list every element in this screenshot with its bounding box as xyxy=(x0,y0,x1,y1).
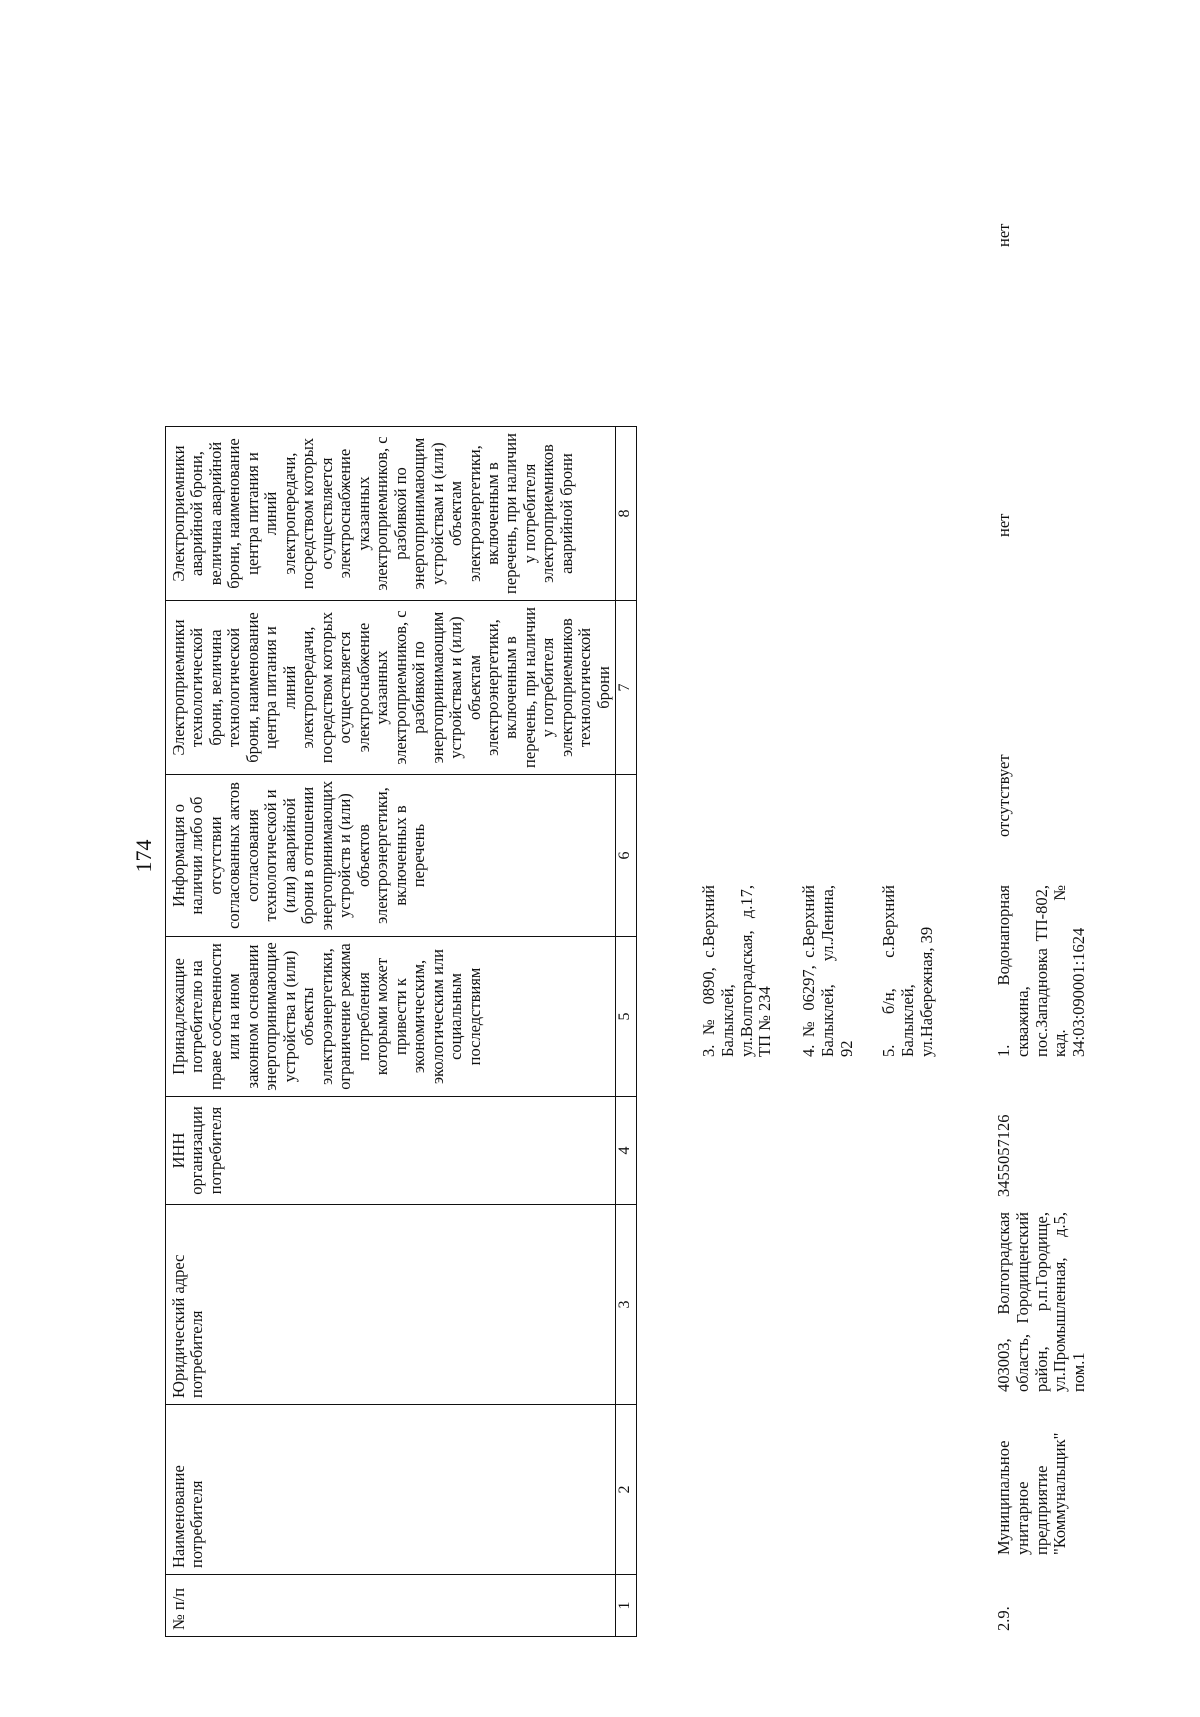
entry-emergency-reserve: нет xyxy=(994,223,1013,247)
continuation-object-3: 3. № 0890, с.Верхний Балыклей, ул.Волгоградская, д.17, ТП № 234 xyxy=(699,885,775,1057)
consumers-table xyxy=(165,426,637,1637)
entry-consumer-name: Муниципальное унитарное предприятие "Коммунальщик" xyxy=(994,1432,1070,1555)
entry-legal-address: 403003, Волгоградская область, Городищенский район, р.п.Городище, ул.Промышленная, д.5, пом.1 xyxy=(994,1212,1089,1392)
entry-number: 2.9. xyxy=(994,1606,1013,1631)
continuation-object-5: 5. б/н, с.Верхний Балыклей, ул.Набережная, 39 xyxy=(879,885,936,1057)
continuation-object-4: 4. № 06297, с.Верхний Балыклей, ул.Ленина, 92 xyxy=(799,885,856,1057)
column-number: 3 xyxy=(616,1205,637,1405)
header-legal-address: Юридический адрес потребителя xyxy=(166,1205,616,1405)
entry-reserve-info: отсутствует xyxy=(994,754,1013,837)
header-emergency-reserve: Электроприемники аварийной брони, величина аварийной брони, наименование центра питания и линий электропередачи, посредством которых осуществляется электроснабжение указанных электроприемников, с разбивкой по энергопринимающим устройствам и (или) объектам электроэнергетики, включенным в перечень, при наличии у потребителя электроприемников аварийной брони xyxy=(166,427,616,601)
column-number: 8 xyxy=(616,427,637,601)
header-consumer-name: Наименование потребителя xyxy=(166,1405,616,1575)
header-reserve-info: Информация о наличии либо об отсутствии согласованных актов согласования технологической и (или) аварийной брони в отношении энергопринимающих устройств и (или) объектов электроэнергетики, включенных в перечень xyxy=(166,775,616,937)
rotated-page xyxy=(0,67,1200,1717)
page-number: 174 xyxy=(131,839,156,873)
column-number: 5 xyxy=(616,937,637,1097)
header-inn: ИНН организации потребителя xyxy=(166,1097,616,1205)
column-numbers-row xyxy=(616,427,637,1637)
table-header-row xyxy=(166,427,616,1637)
column-number: 7 xyxy=(616,601,637,775)
column-number: 2 xyxy=(616,1405,637,1575)
header-tech-reserve: Электроприемники технологической брони, величина технологической брони, наименование центра питания и линий электропередачи, посредством которых осуществляется электроснабжение указанных электроприемников, с разбивкой по энергопринимающим устройствам и (или) объектам электроэнергетики, включенным в перечень, при наличии у потребителя электроприемников технологической брони xyxy=(166,601,616,775)
entry-inn: 3455057126 xyxy=(994,1114,1013,1197)
entry-object: 1. Водонапорная скважина, пос.Западновка ТП-802, кад.№ 34:03:090001:1624 xyxy=(994,885,1089,1057)
column-number: 1 xyxy=(616,1575,637,1637)
header-number: № п/п xyxy=(166,1575,616,1637)
column-number: 6 xyxy=(616,775,637,937)
column-number: 4 xyxy=(616,1097,637,1205)
entry-tech-reserve: нет xyxy=(994,513,1013,537)
header-objects: Принадлежащие потребителю на праве собственности или на ином законном основании энергопринимающие устройства и (или) объекты электроэнергетики, ограничение режима потребления которыми может привести к экономическим, экологическим или социальным последствиям xyxy=(166,937,616,1097)
